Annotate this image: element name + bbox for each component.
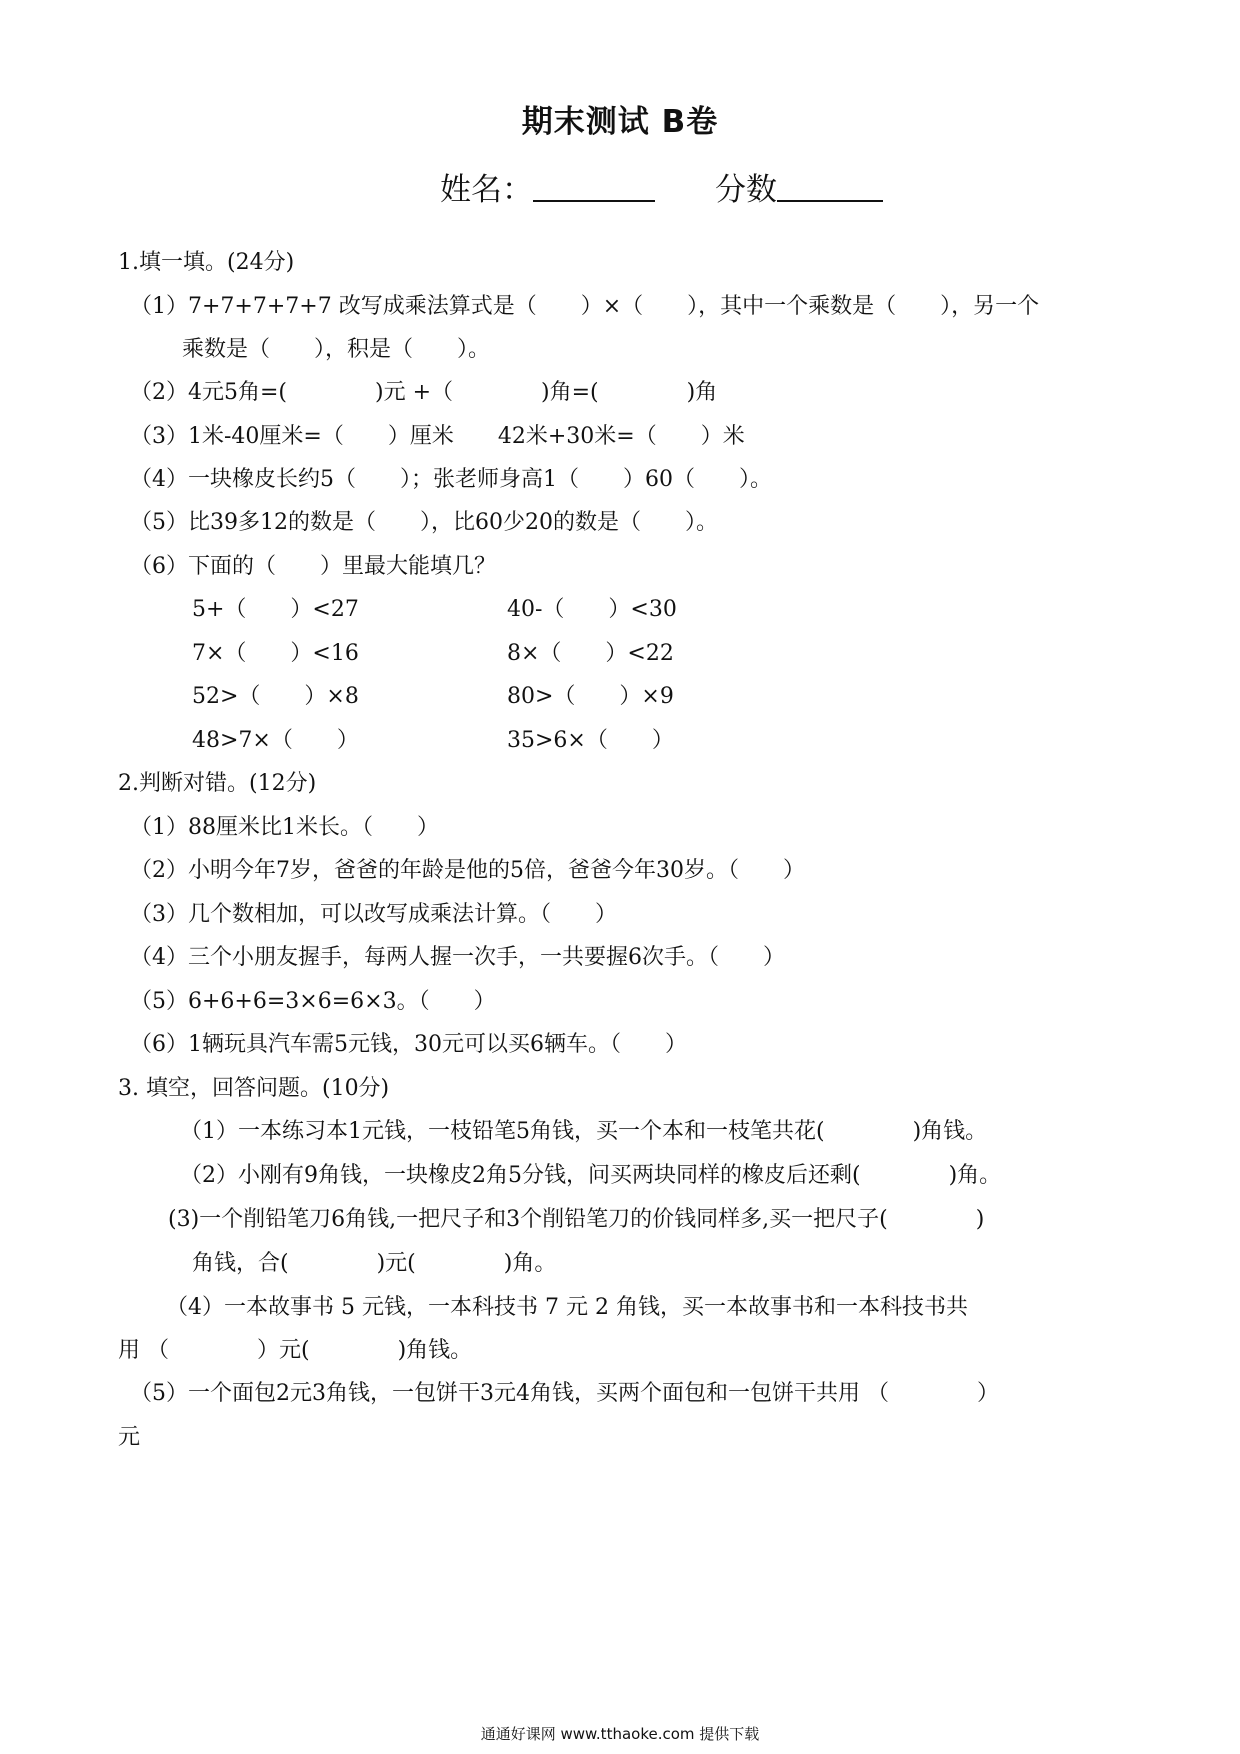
exam-title: 期末测试 B卷 — [521, 104, 719, 140]
name-blank[interactable] — [533, 170, 655, 202]
section3-heading: 3. 填空，回答问题。(10分) — [118, 1076, 390, 1101]
section2-heading: 2.判断对错。(12分) — [118, 771, 317, 796]
s1-question-1-line2: 乘数是（ ），积是（ ）。 — [182, 337, 491, 362]
s1-question-3: （3）1米-40厘米=（ ）厘米 42米+30米=（ ）米 — [130, 424, 745, 449]
score-blank[interactable] — [777, 170, 883, 202]
s3-question-2: （2）小刚有9角钱，一块橡皮2角5分钱，问买两块同样的橡皮后还剩( )角。 — [180, 1163, 1002, 1188]
q6-item-4a: 48>7×（ ） — [192, 728, 359, 753]
s2-item-3: （3）几个数相加，可以改写成乘法计算。（ ） — [130, 902, 617, 927]
q6-item-2b: 8×（ ）<22 — [507, 641, 674, 666]
q6-item-1a: 5+（ ）<27 — [192, 597, 359, 622]
s2-item-4: （4）三个小朋友握手，每两人握一次手，一共要握6次手。（ ） — [130, 945, 785, 970]
s2-item-5: （5）6+6+6=3×6=6×3。（ ） — [130, 989, 496, 1014]
score-label: 分数 — [715, 172, 777, 208]
s3-question-1: （1）一本练习本1元钱，一枝铅笔5角钱，买一个本和一枝笔共花( )角钱。 — [180, 1119, 988, 1144]
q6-item-4b: 35>6×（ ） — [507, 728, 674, 753]
s2-item-2: （2）小明今年7岁，爸爸的年龄是他的5倍，爸爸今年30岁。（ ） — [130, 858, 805, 883]
q6-item-1b: 40-（ ）<30 — [507, 597, 677, 622]
s2-item-6: （6）1辆玩具汽车需5元钱，30元可以买6辆车。（ ） — [130, 1032, 687, 1057]
s1-question-6: （6）下面的（ ）里最大能填几？ — [130, 554, 496, 579]
s3-question-5-line1: （5）一个面包2元3角钱，一包饼干3元4角钱，买两个面包和一包饼干共用 （ ） — [130, 1381, 999, 1406]
q6-item-2a: 7×（ ）<16 — [192, 641, 359, 666]
s1-question-5: （5）比39多12的数是（ ），比60少20的数是（ ）。 — [130, 510, 718, 535]
s3-question-4-line2: 用 （ ）元( )角钱。 — [118, 1338, 473, 1363]
s3-question-3-line1: (3)一个削铅笔刀6角钱,一把尺子和3个削铅笔刀的价钱同样多,买一把尺子( ) — [168, 1207, 985, 1232]
name-label: 姓名： — [440, 172, 533, 208]
footer-credit: 通通好课网 www.tthaoke.com 提供下载 — [480, 1725, 760, 1743]
s1-question-4: （4）一块橡皮长约5（ ）；张老师身高1（ ）60（ ）。 — [130, 467, 772, 492]
q6-item-3b: 80>（ ）×9 — [507, 684, 674, 709]
s3-question-5-line2: 元 — [118, 1425, 141, 1450]
s1-question-2: （2）4元5角=( )元 +（ )角=( )角 — [130, 380, 718, 405]
s1-question-1-line1: （1）7+7+7+7+7 改写成乘法算式是（ ）×（ ），其中一个乘数是（ ），另一个 — [130, 294, 1040, 319]
name-score-line — [440, 164, 883, 209]
section1-heading: 1.填一填。(24分) — [118, 250, 295, 275]
s3-question-4-line1: （4）一本故事书 5 元钱，一本科技书 7 元 2 角钱，买一本故事书和一本科技书共 — [166, 1295, 968, 1320]
q6-item-3a: 52>（ ）×8 — [192, 684, 359, 709]
s3-question-3-line2: 角钱，合( )元( )角。 — [192, 1251, 557, 1276]
s2-item-1: （1）88厘米比1米长。（ ） — [130, 815, 439, 840]
